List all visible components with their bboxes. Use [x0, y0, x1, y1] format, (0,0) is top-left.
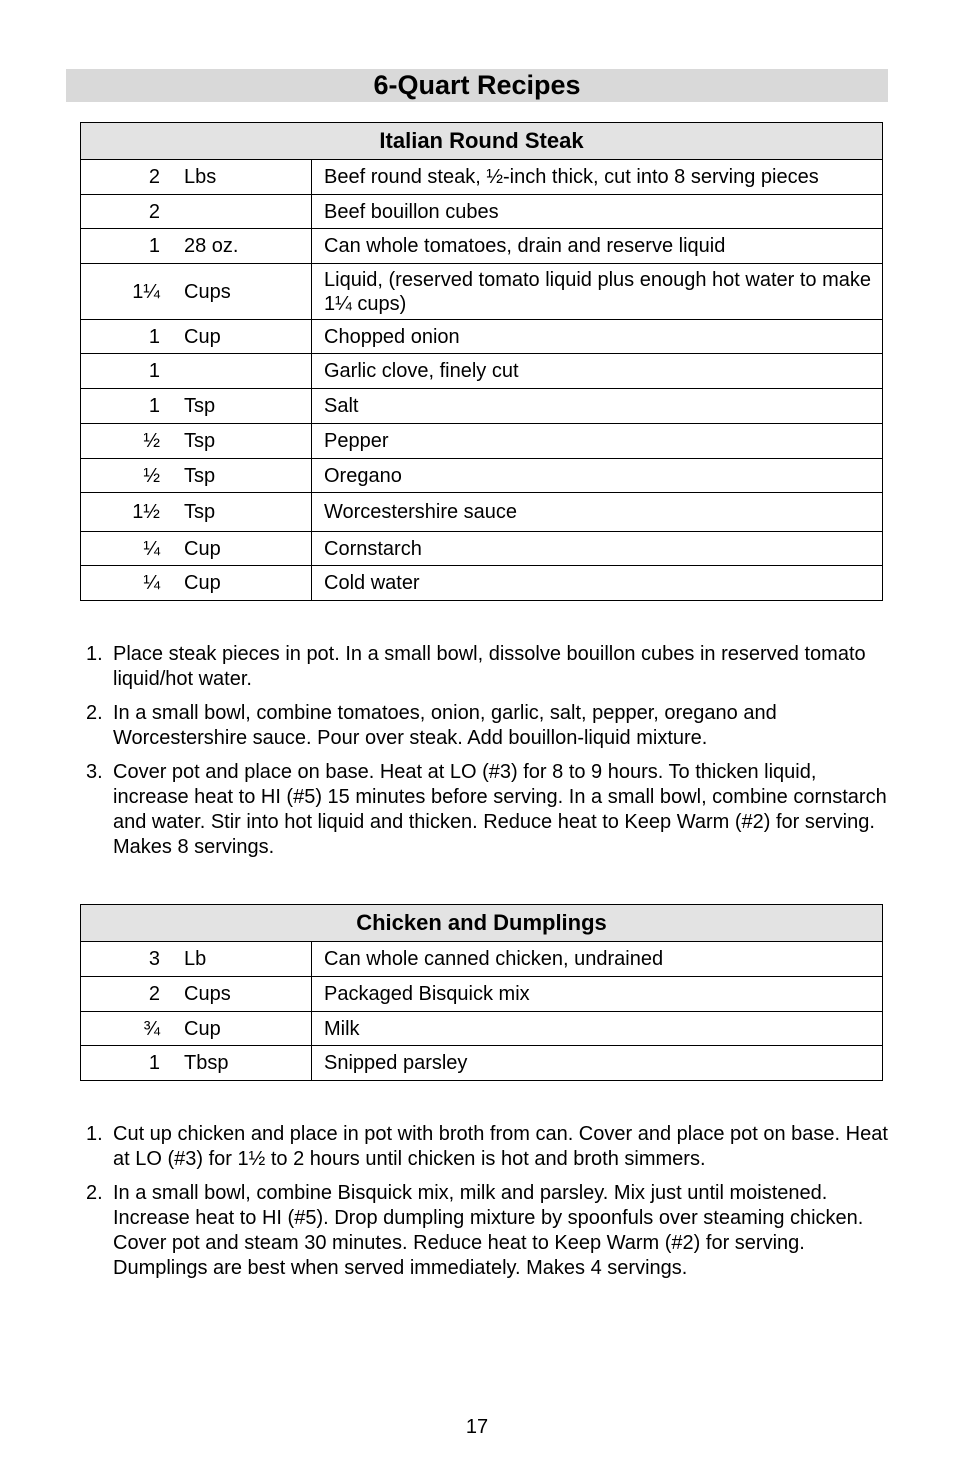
ingredient-qty: 1: [81, 320, 161, 354]
ingredient-row: [81, 532, 883, 566]
recipe-title-row: [81, 905, 883, 942]
ingredient-desc: Salt: [312, 389, 883, 424]
ingredient-row: [81, 424, 883, 459]
ingredient-unit: Cups: [160, 264, 312, 320]
ingredient-row: [81, 354, 883, 389]
ingredient-unit: [160, 354, 312, 389]
ingredient-unit: Tsp: [160, 424, 312, 459]
ingredient-qty: ½: [81, 424, 161, 459]
ingredient-row: [81, 1012, 883, 1046]
page-number: 17: [465, 1416, 489, 1438]
instructions-list-chicken-and-dumplings: [80, 1122, 890, 1290]
ingredient-row: [81, 977, 883, 1012]
ingredient-row: [81, 389, 883, 424]
ingredient-desc: Beef round steak, ½-inch thick, cut into 8 serving pieces: [312, 160, 883, 195]
recipe-title-row: [81, 123, 883, 160]
ingredient-unit: Lbs: [160, 160, 312, 195]
step-number: 2.: [86, 1182, 103, 1204]
ingredient-desc: Beef bouillon cubes: [312, 195, 883, 229]
ingredient-desc: Chopped onion: [312, 320, 883, 354]
ingredient-unit: Cup: [160, 1012, 312, 1046]
ingredient-unit: Cup: [160, 532, 312, 566]
ingredient-qty: 2: [81, 160, 161, 195]
recipe-title: Italian Round Steak: [81, 123, 883, 160]
ingredient-qty: 1: [81, 354, 161, 389]
ingredient-row: [81, 459, 883, 493]
ingredient-unit: Cup: [160, 566, 312, 601]
ingredient-desc: Cornstarch: [312, 532, 883, 566]
ingredient-desc: Snipped parsley: [312, 1046, 883, 1081]
ingredient-unit: Tsp: [160, 459, 312, 493]
ingredient-row: [81, 160, 883, 195]
step-number: 2.: [86, 702, 103, 724]
step-number: 3.: [86, 761, 103, 783]
ingredient-qty: 1: [81, 1046, 161, 1081]
recipe-title: Chicken and Dumplings: [81, 905, 883, 942]
ingredient-qty: 2: [81, 977, 161, 1012]
ingredient-qty: 2: [81, 195, 161, 229]
ingredient-qty: 1½: [81, 493, 161, 532]
ingredient-row: [81, 195, 883, 229]
ingredient-row: [81, 493, 883, 532]
instruction-step: [80, 760, 890, 860]
ingredient-qty: ¾: [81, 1012, 161, 1046]
step-number: 1.: [86, 1123, 103, 1145]
ingredient-row: [81, 566, 883, 601]
ingredient-unit: [160, 195, 312, 229]
ingredient-qty: 1¼: [81, 264, 161, 320]
ingredient-unit: Lb: [160, 942, 312, 977]
ingredient-row: [81, 264, 883, 320]
ingredients-table-italian-round-steak: [80, 122, 883, 601]
ingredient-desc: Packaged Bisquick mix: [312, 977, 883, 1012]
ingredient-qty: 3: [81, 942, 161, 977]
ingredient-unit: Cups: [160, 977, 312, 1012]
ingredient-row: [81, 942, 883, 977]
ingredient-row: [81, 320, 883, 354]
ingredient-unit: Cup: [160, 320, 312, 354]
instruction-step: [80, 1181, 890, 1281]
instruction-step: [80, 642, 890, 692]
ingredient-desc: Oregano: [312, 459, 883, 493]
step-text: Cut up chicken and place in pot with broth from can. Cover and place pot on base. Heat at LO (#3) for 1½ to 2 hours until chicken is hot and broth simmers.: [113, 1123, 888, 1170]
ingredient-desc: Liquid, (reserved tomato liquid plus enough hot water to make 1¼ cups): [312, 264, 883, 320]
ingredient-desc: Cold water: [312, 566, 883, 601]
step-text: Cover pot and place on base. Heat at LO (#3) for 8 to 9 hours. To thicken liquid, increase heat to HI (#5) 15 minutes before serving. In a small bowl, combine cornstarch and water. Stir into hot liquid and thicken. Reduce heat to Keep Warm (#2) for serving. Makes 8 servings.: [113, 761, 887, 858]
ingredients-table-chicken-and-dumplings: [80, 904, 883, 1081]
ingredient-desc: Can whole tomatoes, drain and reserve liquid: [312, 229, 883, 264]
ingredient-qty: ¼: [81, 532, 161, 566]
ingredient-qty: ¼: [81, 566, 161, 601]
ingredient-row: [81, 1046, 883, 1081]
ingredient-unit: Tsp: [160, 389, 312, 424]
ingredient-desc: Garlic clove, finely cut: [312, 354, 883, 389]
instruction-step: [80, 701, 890, 751]
ingredient-desc: Milk: [312, 1012, 883, 1046]
instructions-list-italian-round-steak: [80, 642, 890, 869]
ingredient-qty: 1: [81, 229, 161, 264]
ingredient-row: [81, 229, 883, 264]
ingredient-qty: ½: [81, 459, 161, 493]
step-number: 1.: [86, 643, 103, 665]
instruction-step: [80, 1122, 890, 1172]
step-text: In a small bowl, combine Bisquick mix, milk and parsley. Mix just until moistened. Increase heat to HI (#5). Drop dumpling mixture by spoonfuls over steaming chicken. Cover pot and steam 30 minutes. Reduce heat to Keep Warm (#2) for serving. Dumplings are best when served immediately. Makes 4 servings.: [113, 1182, 864, 1279]
ingredient-unit: 28 oz.: [160, 229, 312, 264]
step-text: Place steak pieces in pot. In a small bowl, dissolve bouillon cubes in reserved tomato liquid/hot water.: [113, 643, 866, 690]
step-text: In a small bowl, combine tomatoes, onion, garlic, salt, pepper, oregano and Worcestershire sauce. Pour over steak. Add bouillon-liquid mixture.: [113, 702, 777, 749]
ingredient-qty: 1: [81, 389, 161, 424]
ingredient-unit: Tsp: [160, 493, 312, 532]
ingredient-unit: Tbsp: [160, 1046, 312, 1081]
ingredient-desc: Worcestershire sauce: [312, 493, 883, 532]
ingredient-desc: Can whole canned chicken, undrained: [312, 942, 883, 977]
page-title: 6-Quart Recipes: [66, 69, 888, 102]
ingredient-desc: Pepper: [312, 424, 883, 459]
